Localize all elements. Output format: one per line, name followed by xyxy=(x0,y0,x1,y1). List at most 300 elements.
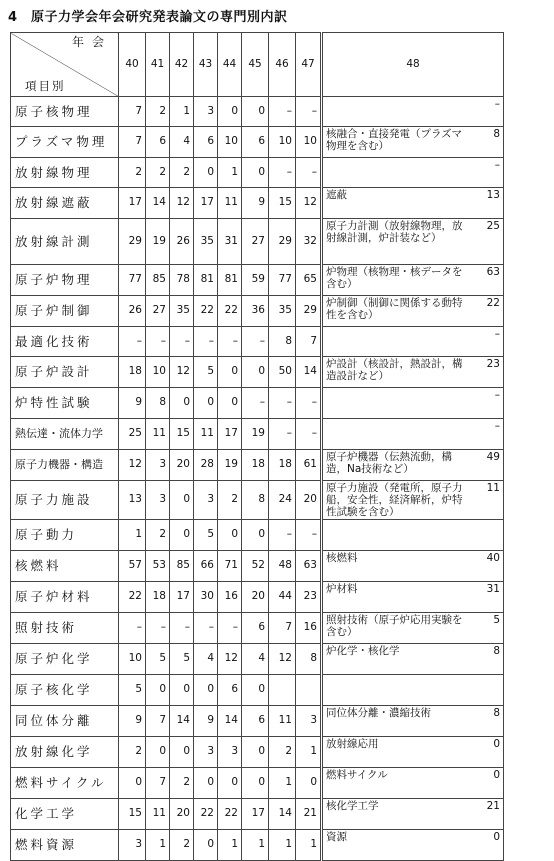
count-cell: 9 xyxy=(242,188,269,219)
count-cell: 5 xyxy=(194,357,218,388)
category-cell: 原子力機器・構造 xyxy=(11,450,119,481)
count-cell: 6 xyxy=(242,127,269,158)
table-row xyxy=(11,830,504,861)
count-cell: 19 xyxy=(146,219,170,265)
count-cell: 78 xyxy=(170,265,194,296)
count-cell: 0 xyxy=(218,97,242,127)
count-cell: 26 xyxy=(170,219,194,265)
category-cell: 原子炉設計 xyxy=(11,357,119,388)
category-cell: 燃料サイクル xyxy=(11,768,119,799)
count-cell: 59 xyxy=(242,265,269,296)
category-cell: 同位体分離 xyxy=(11,706,119,737)
table-row xyxy=(11,419,504,450)
table-row xyxy=(11,296,504,327)
year-48-count: 0 xyxy=(493,831,500,844)
count-cell: 22 xyxy=(194,296,218,327)
count-cell: 0 xyxy=(194,830,218,861)
table-row xyxy=(11,613,504,644)
count-cell: 15 xyxy=(119,799,146,830)
count-cell: 3 xyxy=(218,737,242,768)
count-cell: 0 xyxy=(242,158,269,188)
count-cell: 81 xyxy=(194,265,218,296)
count-cell: 0 xyxy=(119,768,146,799)
year-48-count: 0 xyxy=(493,769,500,782)
count-cell: – xyxy=(269,419,296,450)
count-cell: 0 xyxy=(242,737,269,768)
table-row xyxy=(11,799,504,830)
count-cell: 8 xyxy=(296,644,322,675)
count-cell: 1 xyxy=(218,158,242,188)
count-cell: 20 xyxy=(296,481,322,520)
count-cell: 1 xyxy=(218,830,242,861)
count-cell: – xyxy=(194,327,218,357)
year-48-cell xyxy=(322,388,504,419)
count-cell: – xyxy=(296,419,322,450)
year-48-count: 22 xyxy=(486,297,500,309)
count-cell: 77 xyxy=(269,265,296,296)
count-cell: 8 xyxy=(242,481,269,520)
table-row xyxy=(11,357,504,388)
year-48-category: 燃料サイクル xyxy=(326,769,388,782)
year-48-cell xyxy=(322,97,504,127)
year-48-cell xyxy=(322,675,504,706)
count-cell: 12 xyxy=(170,357,194,388)
count-cell: 50 xyxy=(269,357,296,388)
count-cell: 32 xyxy=(296,219,322,265)
table-row xyxy=(11,481,504,520)
count-cell: 12 xyxy=(119,450,146,481)
year-header: 41 xyxy=(146,33,170,97)
count-cell: 24 xyxy=(269,481,296,520)
year-48-count: – xyxy=(494,159,500,171)
count-cell: 17 xyxy=(242,799,269,830)
year-48-category: 炉制御（制御に関係する動特性を含む） xyxy=(326,297,463,322)
count-cell: 2 xyxy=(170,158,194,188)
count-cell: – xyxy=(218,613,242,644)
count-cell: 2 xyxy=(218,481,242,520)
year-48-category: 資源 xyxy=(326,831,347,844)
count-cell: 11 xyxy=(194,419,218,450)
count-cell: 7 xyxy=(146,768,170,799)
count-cell: 20 xyxy=(170,799,194,830)
count-cell: 7 xyxy=(119,97,146,127)
count-cell: 12 xyxy=(296,188,322,219)
year-48-category: 核融合・直接発電（プラズマ物理を含む） xyxy=(326,128,462,153)
count-cell: 0 xyxy=(146,675,170,706)
year-48-cell xyxy=(322,265,504,296)
count-cell: 1 xyxy=(296,830,322,861)
category-cell: 核燃料 xyxy=(11,551,119,582)
table-row xyxy=(11,327,504,357)
count-cell: 0 xyxy=(296,768,322,799)
count-cell: 16 xyxy=(296,613,322,644)
table-row xyxy=(11,520,504,551)
year-48-category: 核化学工学 xyxy=(326,800,379,813)
count-cell: 13 xyxy=(119,481,146,520)
category-cell: 原子炉物理 xyxy=(11,265,119,296)
count-cell: 6 xyxy=(218,675,242,706)
year-48-count: 21 xyxy=(486,800,500,813)
count-cell: 10 xyxy=(218,127,242,158)
year-48-cell xyxy=(322,644,504,675)
count-cell: 7 xyxy=(146,706,170,737)
count-cell: 0 xyxy=(242,675,269,706)
breakdown-table xyxy=(10,32,504,861)
year-header: 44 xyxy=(218,33,242,97)
count-cell: 27 xyxy=(242,219,269,265)
item-label: 項目別 xyxy=(25,79,66,94)
year-48-cell xyxy=(322,127,504,158)
count-cell: 2 xyxy=(146,97,170,127)
count-cell: 53 xyxy=(146,551,170,582)
count-cell: 2 xyxy=(146,158,170,188)
year-header: 42 xyxy=(170,33,194,97)
year-48-count: 25 xyxy=(486,220,500,232)
count-cell: 0 xyxy=(242,768,269,799)
count-cell: 9 xyxy=(119,388,146,419)
count-cell: 18 xyxy=(119,357,146,388)
category-cell: 原子動力 xyxy=(11,520,119,551)
year-48-cell xyxy=(322,613,504,644)
count-cell: 6 xyxy=(194,127,218,158)
count-cell: 1 xyxy=(242,830,269,861)
count-cell: 7 xyxy=(269,613,296,644)
count-cell: 66 xyxy=(194,551,218,582)
count-cell: 44 xyxy=(269,582,296,613)
count-cell: 19 xyxy=(218,450,242,481)
count-cell: 11 xyxy=(146,419,170,450)
year-48-cell xyxy=(322,582,504,613)
count-cell: 23 xyxy=(296,582,322,613)
year-header: 40 xyxy=(119,33,146,97)
count-cell: 4 xyxy=(194,644,218,675)
count-cell: 2 xyxy=(119,737,146,768)
year-48-cell xyxy=(322,706,504,737)
year-48-cell xyxy=(322,450,504,481)
count-cell: 0 xyxy=(170,520,194,551)
count-cell: 10 xyxy=(119,644,146,675)
year-header: 47 xyxy=(296,33,322,97)
count-cell: 52 xyxy=(242,551,269,582)
table-row xyxy=(11,675,504,706)
year-48-category: 遮蔽 xyxy=(326,189,347,201)
count-cell: 0 xyxy=(242,97,269,127)
count-cell: 65 xyxy=(296,265,322,296)
year-48-cell xyxy=(322,296,504,327)
count-cell: 26 xyxy=(119,296,146,327)
count-cell: 5 xyxy=(119,675,146,706)
count-cell: 61 xyxy=(296,450,322,481)
count-cell: 36 xyxy=(242,296,269,327)
count-cell: 14 xyxy=(146,188,170,219)
table-row xyxy=(11,265,504,296)
count-cell: 1 xyxy=(119,520,146,551)
table-row xyxy=(11,644,504,675)
count-cell: 27 xyxy=(146,296,170,327)
count-cell: – xyxy=(296,158,322,188)
year-header: 46 xyxy=(269,33,296,97)
count-cell: 11 xyxy=(218,188,242,219)
table-row xyxy=(11,450,504,481)
count-cell: 35 xyxy=(269,296,296,327)
year-48-cell xyxy=(322,357,504,388)
header-row xyxy=(11,33,504,97)
count-cell: 1 xyxy=(296,737,322,768)
table-row xyxy=(11,97,504,127)
count-cell xyxy=(296,675,322,706)
count-cell: 81 xyxy=(218,265,242,296)
count-cell: – xyxy=(296,388,322,419)
count-cell: 1 xyxy=(146,830,170,861)
count-cell: 0 xyxy=(146,737,170,768)
count-cell: 17 xyxy=(119,188,146,219)
year-48-cell xyxy=(322,327,504,357)
count-cell: 22 xyxy=(218,799,242,830)
year-48-category: 炉物理（核物理・核データを含む） xyxy=(326,266,463,291)
header-corner xyxy=(11,33,119,97)
count-cell: 0 xyxy=(242,520,269,551)
category-cell: 放射線計測 xyxy=(11,219,119,265)
year-48-cell xyxy=(322,799,504,830)
count-cell: 14 xyxy=(296,357,322,388)
count-cell: 3 xyxy=(296,706,322,737)
count-cell: 0 xyxy=(218,768,242,799)
year-48-count: 5 xyxy=(493,614,500,627)
count-cell: 6 xyxy=(242,706,269,737)
count-cell: 85 xyxy=(170,551,194,582)
category-cell: 放射線化学 xyxy=(11,737,119,768)
count-cell: 15 xyxy=(269,188,296,219)
count-cell: 2 xyxy=(170,830,194,861)
count-cell: 2 xyxy=(146,520,170,551)
count-cell: 17 xyxy=(218,419,242,450)
count-cell: 0 xyxy=(194,158,218,188)
year-48-count: 31 xyxy=(486,583,500,596)
year-48-cell xyxy=(322,219,504,265)
count-cell: 30 xyxy=(194,582,218,613)
count-cell: – xyxy=(269,520,296,551)
table-row xyxy=(11,188,504,219)
table-row xyxy=(11,737,504,768)
year-48-count: 49 xyxy=(486,451,500,463)
year-48-category: 炉材料 xyxy=(326,583,358,596)
count-cell: 18 xyxy=(242,450,269,481)
count-cell: 5 xyxy=(194,520,218,551)
count-cell: – xyxy=(119,327,146,357)
year-48-count: 8 xyxy=(493,645,500,658)
count-cell: 0 xyxy=(194,675,218,706)
category-cell: 原子炉化学 xyxy=(11,644,119,675)
count-cell: 57 xyxy=(119,551,146,582)
year-48-cell xyxy=(322,158,504,188)
category-cell: 炉特性試験 xyxy=(11,388,119,419)
year-48-category: 放射線応用 xyxy=(326,738,379,751)
count-cell: – xyxy=(242,388,269,419)
count-cell: 5 xyxy=(146,644,170,675)
count-cell: 85 xyxy=(146,265,170,296)
count-cell: 0 xyxy=(194,388,218,419)
count-cell: 35 xyxy=(194,219,218,265)
count-cell: 17 xyxy=(170,582,194,613)
year-48-count: 0 xyxy=(493,738,500,751)
count-cell: 48 xyxy=(269,551,296,582)
year-48-category: 炉設計（核設計，熱設計，構造設計など） xyxy=(326,358,463,383)
category-cell: 熱伝達・流体力学 xyxy=(11,419,119,450)
count-cell: – xyxy=(146,327,170,357)
count-cell: – xyxy=(170,613,194,644)
category-cell: 放射線物理 xyxy=(11,158,119,188)
count-cell: 1 xyxy=(269,768,296,799)
count-cell: 0 xyxy=(194,768,218,799)
count-cell: 22 xyxy=(218,296,242,327)
count-cell: 29 xyxy=(119,219,146,265)
category-cell: 燃料資源 xyxy=(11,830,119,861)
year-48-count: 23 xyxy=(486,358,500,370)
count-cell: 0 xyxy=(218,520,242,551)
count-cell: 0 xyxy=(218,357,242,388)
year-48-category: 原子力計測（放射線物理，放射線計測，炉計装など） xyxy=(326,220,463,245)
year-48-cell xyxy=(322,520,504,551)
count-cell: 63 xyxy=(296,551,322,582)
year-48-cell xyxy=(322,768,504,799)
count-cell: 25 xyxy=(119,419,146,450)
count-cell: 10 xyxy=(146,357,170,388)
count-cell: 10 xyxy=(296,127,322,158)
count-cell: 21 xyxy=(296,799,322,830)
count-cell: 0 xyxy=(218,388,242,419)
count-cell: 10 xyxy=(269,127,296,158)
year-48-category: 原子力施設（発電所，原子力船，安全性，経済解析，炉特性試験を含む） xyxy=(326,482,463,519)
count-cell: 14 xyxy=(218,706,242,737)
count-cell: 29 xyxy=(269,219,296,265)
year-48-category: 原子炉機器（伝熱流動，構造，Na技術など） xyxy=(326,451,452,476)
count-cell: 17 xyxy=(194,188,218,219)
count-cell: 4 xyxy=(242,644,269,675)
table-row xyxy=(11,582,504,613)
count-cell: – xyxy=(194,613,218,644)
count-cell: 11 xyxy=(146,799,170,830)
count-cell: – xyxy=(242,327,269,357)
year-48-cell xyxy=(322,737,504,768)
year-48-cell xyxy=(322,188,504,219)
year-48-category: 炉化学・核化学 xyxy=(326,645,400,658)
count-cell: – xyxy=(146,613,170,644)
category-cell: 放射線遮蔽 xyxy=(11,188,119,219)
count-cell: 6 xyxy=(242,613,269,644)
year-48-cell xyxy=(322,551,504,582)
count-cell: 20 xyxy=(170,450,194,481)
count-cell: – xyxy=(296,520,322,551)
table-row xyxy=(11,551,504,582)
count-cell: – xyxy=(170,327,194,357)
count-cell: 77 xyxy=(119,265,146,296)
count-cell: 0 xyxy=(170,675,194,706)
count-cell: 22 xyxy=(194,799,218,830)
count-cell: 14 xyxy=(269,799,296,830)
count-cell: 19 xyxy=(242,419,269,450)
count-cell: 9 xyxy=(194,706,218,737)
count-cell: 35 xyxy=(170,296,194,327)
table-row xyxy=(11,706,504,737)
year-48-count: – xyxy=(494,98,500,110)
count-cell: 3 xyxy=(119,830,146,861)
count-cell: 18 xyxy=(146,582,170,613)
count-cell: – xyxy=(269,388,296,419)
count-cell: 6 xyxy=(146,127,170,158)
count-cell: 3 xyxy=(146,450,170,481)
year-48-count: – xyxy=(494,389,500,401)
table-row xyxy=(11,388,504,419)
count-cell: 4 xyxy=(170,127,194,158)
year-48-count: – xyxy=(494,328,500,340)
count-cell: 5 xyxy=(170,644,194,675)
count-cell: – xyxy=(218,327,242,357)
count-cell: 2 xyxy=(119,158,146,188)
year-label: 年会 xyxy=(71,35,112,49)
count-cell: 7 xyxy=(296,327,322,357)
count-cell: 7 xyxy=(119,127,146,158)
count-cell: 12 xyxy=(269,644,296,675)
count-cell: 1 xyxy=(269,830,296,861)
year-48-category: 照射技術（原子炉応用実験を含む） xyxy=(326,614,463,639)
count-cell: 71 xyxy=(218,551,242,582)
count-cell: 12 xyxy=(218,644,242,675)
count-cell: 8 xyxy=(269,327,296,357)
count-cell: 22 xyxy=(119,582,146,613)
count-cell: 12 xyxy=(170,188,194,219)
count-cell: 8 xyxy=(146,388,170,419)
count-cell: – xyxy=(296,97,322,127)
page-title: 4 原子力学会年会研究発表論文の専門別内訳 xyxy=(8,10,288,25)
count-cell: 3 xyxy=(194,737,218,768)
year-48-category: 核燃料 xyxy=(326,552,358,565)
count-cell: 16 xyxy=(218,582,242,613)
count-cell: 31 xyxy=(218,219,242,265)
count-cell: 15 xyxy=(170,419,194,450)
count-cell: 14 xyxy=(170,706,194,737)
category-cell: 化学工学 xyxy=(11,799,119,830)
count-cell: 0 xyxy=(170,388,194,419)
count-cell: 2 xyxy=(269,737,296,768)
count-cell: 0 xyxy=(170,481,194,520)
year-48-category: 同位体分離・濃縮技術 xyxy=(326,707,431,720)
count-cell: 3 xyxy=(194,97,218,127)
table-row xyxy=(11,158,504,188)
category-cell: 原子炉材料 xyxy=(11,582,119,613)
count-cell: 3 xyxy=(194,481,218,520)
count-cell: – xyxy=(269,97,296,127)
count-cell: 28 xyxy=(194,450,218,481)
count-cell: – xyxy=(119,613,146,644)
year-header: 48 xyxy=(322,33,504,97)
count-cell: 0 xyxy=(170,737,194,768)
count-cell xyxy=(269,675,296,706)
year-48-count: 8 xyxy=(493,707,500,720)
year-48-count: – xyxy=(494,420,500,432)
table-row xyxy=(11,219,504,265)
year-48-cell xyxy=(322,830,504,861)
table-row xyxy=(11,768,504,799)
count-cell: 9 xyxy=(119,706,146,737)
count-cell: 29 xyxy=(296,296,322,327)
category-cell: 原子核物理 xyxy=(11,97,119,127)
year-48-count: 40 xyxy=(486,552,500,565)
category-cell: 原子力施設 xyxy=(11,481,119,520)
year-48-count: 11 xyxy=(486,482,500,494)
table-row xyxy=(11,127,504,158)
count-cell: 1 xyxy=(170,97,194,127)
count-cell: 11 xyxy=(269,706,296,737)
